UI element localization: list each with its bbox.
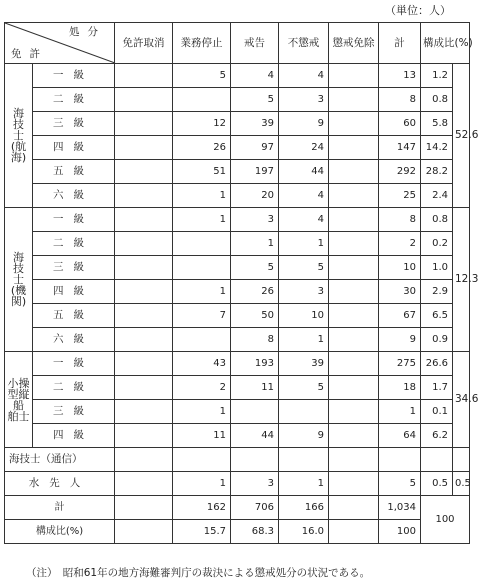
ratio-row — [5, 520, 470, 544]
cell-ratio: 0.1 — [421, 400, 453, 424]
ratio-label: 構成比(%) — [5, 520, 115, 544]
ratio-suspend: 15.7 — [173, 520, 231, 544]
table-row — [5, 376, 470, 400]
cell-cancel — [115, 232, 173, 256]
grade-label: 一級 — [33, 352, 115, 376]
unit-label: （単位：人） — [385, 4, 451, 17]
grade-label: 六級 — [33, 184, 115, 208]
cell-ratio: 6.5 — [421, 304, 453, 328]
cell-no-discipline: 44 — [279, 160, 329, 184]
cell-exempt — [329, 88, 379, 112]
cell-total: 1 — [379, 400, 421, 424]
cell-ratio: 26.6 — [421, 352, 453, 376]
group-label-line: 船 — [13, 398, 24, 412]
cell-cancel — [115, 328, 173, 352]
header-row — [5, 23, 470, 64]
cell-cancel — [115, 112, 173, 136]
group-label-line: 舶士 — [7, 409, 30, 423]
cell-suspend — [173, 328, 231, 352]
pilot-reprimand: 3 — [231, 472, 279, 496]
cell-cancel — [115, 376, 173, 400]
cell-reprimand: 44 — [231, 424, 279, 448]
cell-suspend: 1 — [173, 280, 231, 304]
group-label-line: 型縦 — [7, 387, 30, 401]
corner-top-label: 処分 — [69, 26, 106, 38]
cell-suspend: 12 — [173, 112, 231, 136]
table-row — [5, 208, 470, 232]
cell-reprimand: 50 — [231, 304, 279, 328]
grade-label: 四級 — [33, 136, 115, 160]
group-subtotal-ratio: 34.6 — [453, 352, 470, 448]
radio-officer-label: 海技士（通信） — [5, 448, 115, 472]
cell-ratio: 14.2 — [421, 136, 453, 160]
group-label-line: 関) — [10, 295, 27, 308]
total-ratio-merged: 100 — [421, 496, 470, 544]
grade-label: 二級 — [33, 88, 115, 112]
cell-cancel — [115, 88, 173, 112]
total-reprimand: 706 — [231, 496, 279, 520]
grade-label: 三級 — [33, 400, 115, 424]
cell-no-discipline: 1 — [279, 232, 329, 256]
grade-label: 四級 — [33, 424, 115, 448]
cell-reprimand: 5 — [231, 88, 279, 112]
table-row — [5, 136, 470, 160]
cell-reprimand: 197 — [231, 160, 279, 184]
cell-suspend: 1 — [173, 208, 231, 232]
cell-total: 60 — [379, 112, 421, 136]
cell-ratio: 2.9 — [421, 280, 453, 304]
cell-suspend — [173, 88, 231, 112]
cell-cancel — [115, 304, 173, 328]
total-row — [5, 496, 470, 520]
group-subtotal-ratio: 52.6 — [453, 64, 470, 208]
grade-label: 一級 — [33, 208, 115, 232]
cell-exempt — [329, 64, 379, 88]
cell-total: 10 — [379, 256, 421, 280]
cell-reprimand — [231, 400, 279, 424]
table-row — [5, 112, 470, 136]
cell-no-discipline: 39 — [279, 352, 329, 376]
cell-ratio: 6.2 — [421, 424, 453, 448]
cell-cancel — [115, 64, 173, 88]
cell-exempt — [329, 256, 379, 280]
col-header-reprimand: 戒告 — [231, 23, 279, 64]
cell-exempt — [329, 208, 379, 232]
cell-ratio: 0.9 — [421, 328, 453, 352]
grade-label: 三級 — [33, 256, 115, 280]
col-header-exempt: 懲戒免除 — [329, 23, 379, 64]
group-label-line: 技 — [13, 118, 24, 131]
col-header-no-discipline: 不懲戒 — [279, 23, 329, 64]
cell-exempt — [329, 376, 379, 400]
cell-ratio: 0.2 — [421, 232, 453, 256]
cell-ratio: 1.2 — [421, 64, 453, 88]
cell-reprimand: 26 — [231, 280, 279, 304]
cell-no-discipline: 10 — [279, 304, 329, 328]
discipline-table — [4, 22, 478, 544]
table-row — [5, 280, 470, 304]
cell-cancel — [115, 352, 173, 376]
radio-officer-row — [5, 448, 470, 472]
group-label — [5, 208, 33, 352]
ratio-total: 100 — [379, 520, 421, 544]
cell-reprimand: 4 — [231, 64, 279, 88]
ratio-reprimand: 68.3 — [231, 520, 279, 544]
cell-exempt — [329, 304, 379, 328]
pilot-subtotal: 0.5 — [453, 472, 470, 496]
cell-suspend: 51 — [173, 160, 231, 184]
group-label-line: 技 — [13, 262, 24, 275]
cell-no-discipline — [279, 400, 329, 424]
cell-suspend: 2 — [173, 376, 231, 400]
cell-cancel — [115, 256, 173, 280]
cell-suspend — [173, 232, 231, 256]
cell-reprimand: 1 — [231, 232, 279, 256]
ratio-no-discipline: 16.0 — [279, 520, 329, 544]
group-label — [5, 64, 33, 208]
grade-label: 六級 — [33, 328, 115, 352]
group-subtotal-ratio: 12.3 — [453, 208, 470, 352]
grade-label: 五級 — [33, 160, 115, 184]
grade-label: 二級 — [33, 376, 115, 400]
cell-reprimand: 97 — [231, 136, 279, 160]
group-label-line: 小操 — [7, 376, 30, 390]
cell-reprimand: 20 — [231, 184, 279, 208]
cell-suspend: 26 — [173, 136, 231, 160]
cell-no-discipline: 5 — [279, 256, 329, 280]
cell-total: 147 — [379, 136, 421, 160]
col-header-suspend: 業務停止 — [173, 23, 231, 64]
pilot-row — [5, 472, 470, 496]
col-header-ratio: 構成比(%) — [421, 23, 470, 64]
cell-suspend: 43 — [173, 352, 231, 376]
cell-total: 8 — [379, 88, 421, 112]
cell-exempt — [329, 112, 379, 136]
cell-total: 8 — [379, 208, 421, 232]
cell-total: 9 — [379, 328, 421, 352]
cell-cancel — [115, 280, 173, 304]
cell-total: 67 — [379, 304, 421, 328]
cell-total: 13 — [379, 64, 421, 88]
pilot-label: 水先人 — [5, 472, 115, 496]
group-label-line: 士 — [13, 273, 24, 286]
cell-suspend — [173, 256, 231, 280]
cell-reprimand: 11 — [231, 376, 279, 400]
group-label-line: 海 — [13, 107, 24, 120]
grade-label: 一級 — [33, 64, 115, 88]
corner-header-cell — [5, 23, 115, 64]
cell-ratio: 0.8 — [421, 208, 453, 232]
cell-total: 2 — [379, 232, 421, 256]
cell-suspend: 11 — [173, 424, 231, 448]
pilot-no-discipline: 1 — [279, 472, 329, 496]
table-row — [5, 256, 470, 280]
group-label-line: 海 — [13, 251, 24, 264]
cell-no-discipline: 4 — [279, 208, 329, 232]
cell-total: 30 — [379, 280, 421, 304]
cell-ratio: 2.4 — [421, 184, 453, 208]
total-suspend: 162 — [173, 496, 231, 520]
cell-cancel — [115, 424, 173, 448]
cell-total: 275 — [379, 352, 421, 376]
table-row — [5, 64, 470, 88]
pilot-total: 5 — [379, 472, 421, 496]
cell-no-discipline: 4 — [279, 64, 329, 88]
pilot-suspend: 1 — [173, 472, 231, 496]
grade-label: 三級 — [33, 112, 115, 136]
cell-cancel — [115, 160, 173, 184]
cell-ratio: 5.8 — [421, 112, 453, 136]
total-total: 1,034 — [379, 496, 421, 520]
grade-label: 五級 — [33, 304, 115, 328]
total-no-discipline: 166 — [279, 496, 329, 520]
cell-no-discipline: 9 — [279, 424, 329, 448]
cell-ratio: 1.7 — [421, 376, 453, 400]
cell-no-discipline: 24 — [279, 136, 329, 160]
cell-no-discipline: 1 — [279, 328, 329, 352]
cell-exempt — [329, 424, 379, 448]
cell-exempt — [329, 352, 379, 376]
cell-reprimand: 193 — [231, 352, 279, 376]
col-header-total: 計 — [379, 23, 421, 64]
group-label — [5, 352, 33, 448]
footnote: （注） 昭和61年の地方海難審判庁の裁決による懲戒処分の状況である。 — [26, 567, 371, 579]
table-row — [5, 304, 470, 328]
cell-exempt — [329, 232, 379, 256]
cell-no-discipline: 5 — [279, 376, 329, 400]
col-header-cancel: 免許取消 — [115, 23, 173, 64]
table-row — [5, 424, 470, 448]
table-row — [5, 352, 470, 376]
cell-reprimand: 3 — [231, 208, 279, 232]
cell-exempt — [329, 328, 379, 352]
cell-exempt — [329, 184, 379, 208]
table-row — [5, 232, 470, 256]
group-label-line: (航 — [10, 140, 27, 153]
cell-ratio: 0.8 — [421, 88, 453, 112]
group-label-line: (機 — [10, 284, 27, 297]
cell-ratio: 28.2 — [421, 160, 453, 184]
cell-total: 64 — [379, 424, 421, 448]
total-label: 計 — [5, 496, 115, 520]
grade-label: 四級 — [33, 280, 115, 304]
cell-exempt — [329, 160, 379, 184]
pilot-ratio: 0.5 — [421, 472, 453, 496]
cell-no-discipline: 4 — [279, 184, 329, 208]
group-label-line: 士 — [13, 129, 24, 142]
table-row — [5, 328, 470, 352]
cell-exempt — [329, 400, 379, 424]
cell-reprimand: 39 — [231, 112, 279, 136]
cell-cancel — [115, 208, 173, 232]
cell-cancel — [115, 136, 173, 160]
table-row — [5, 400, 470, 424]
cell-suspend: 7 — [173, 304, 231, 328]
corner-bottom-label: 免許 — [11, 47, 48, 60]
cell-reprimand: 8 — [231, 328, 279, 352]
cell-cancel — [115, 184, 173, 208]
cell-suspend: 1 — [173, 184, 231, 208]
cell-cancel — [115, 400, 173, 424]
table-row — [5, 160, 470, 184]
cell-total: 25 — [379, 184, 421, 208]
cell-suspend: 5 — [173, 64, 231, 88]
cell-suspend: 1 — [173, 400, 231, 424]
cell-reprimand: 5 — [231, 256, 279, 280]
table-row — [5, 184, 470, 208]
cell-no-discipline: 3 — [279, 280, 329, 304]
cell-exempt — [329, 136, 379, 160]
grade-label: 二級 — [33, 232, 115, 256]
table-row — [5, 88, 470, 112]
group-label-line: 海) — [10, 151, 27, 164]
cell-exempt — [329, 280, 379, 304]
cell-total: 292 — [379, 160, 421, 184]
cell-total: 18 — [379, 376, 421, 400]
cell-no-discipline: 9 — [279, 112, 329, 136]
cell-ratio: 1.0 — [421, 256, 453, 280]
cell-no-discipline: 3 — [279, 88, 329, 112]
